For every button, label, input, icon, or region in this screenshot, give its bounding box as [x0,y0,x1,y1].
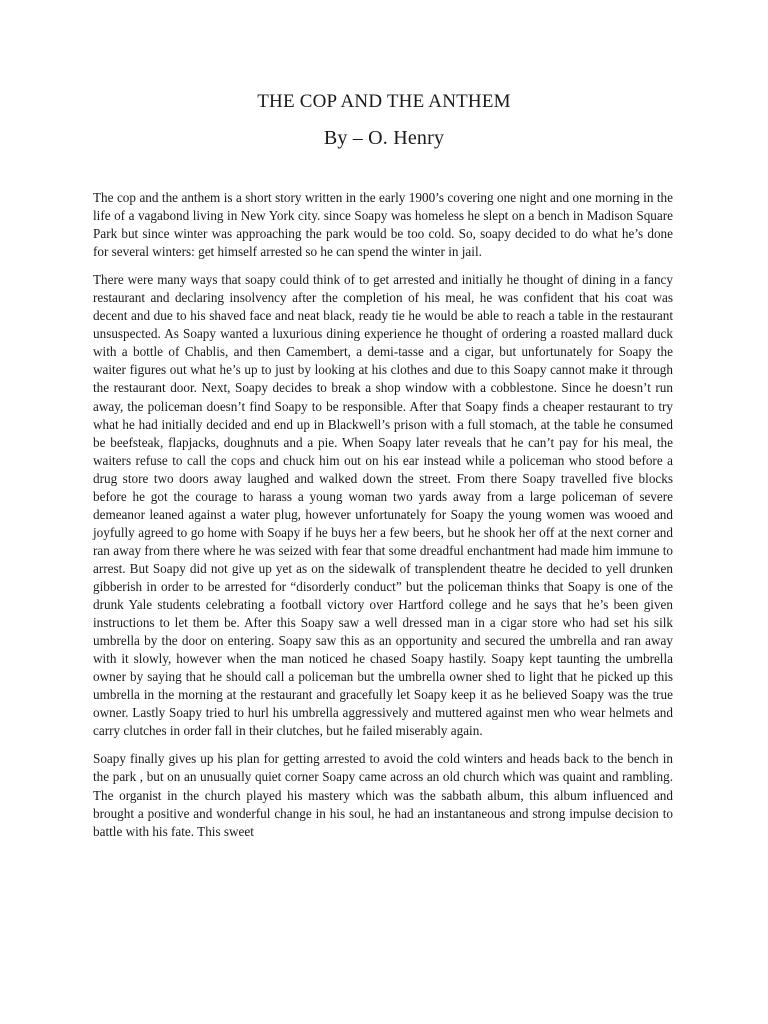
paragraph-3: Soapy finally gives up his plan for getting arrested to avoid the cold winters and heads back to the bench in the park , but on an unusually quiet corner Soapy came across an old church which was quaint and rambling. The organist in the church played his mastery which was the sabbath album, this album influenced and brought a positive and wonderful change in his soul, he had an instantaneous and strong impulse decision to battle with his fate. This sweet [93,751,673,839]
body-text [93,189,673,841]
page-title: THE COP AND THE ANTHEM [257,91,511,112]
paragraph-1: The cop and the anthem is a short story written in the early 1900’s covering one night and one morning in the life of a vagabond living in New York city. since Soapy was homeless he slept on a bench in Madison Square Park but since winter was approaching the park would be too cold. So, soapy decided to do what he’s done for several winters: get himself arrested so he can spend the winter in jail. [93,190,673,260]
paragraph-2: There were many ways that soapy could think of to get arrested and initially he thought of dining in a fancy restaurant and declaring insolvency after the completion of his meal, he was confident that his coat was decent and due to his shaved face and neat black, ready tie he would be able to reach a table in the restaurant unsuspected. As Soapy wanted a luxurious dining experience he thought of ordering a roasted mallard duck with a bottle of Chablis, and then Camembert, a demi-tasse and a cigar, but unfortunately for Soapy the waiter figures out what he’s up to just by looking at his clothes and due to this Soapy cannot make it through the restaurant door. Next, Soapy decides to break a shop window with a cobblestone. Since he doesn’t run away, the policeman doesn’t find Soapy to be responsible. After that Soapy finds a cheaper restaurant to try what he had initially decided and end up in Blackwell’s prison with a full stomach, at the table he consumed be beefsteak, flapjacks, doughnuts and a pie. When Soapy later reveals that he can’t pay for his meal, the waiters refuse to call the cops and chuck him out on his ear instead while a policeman who stood before a drug store two doors away laughed and walked down the street. From there Soapy travelled five blocks before he got the courage to harass a young woman two yards away from a large policeman of severe demeanor leaned against a water plug, however unfortunately for Soapy the young women was wooed and joyfully agreed to go home with Soapy if he buys her a few beers, but he shook her off at the next corner and ran away from there where he was seized with fear that some dreadful enchantment had made him immune to arrest. But Soapy did not give up yet as on the sidewalk of transplendent theatre he decided to yell drunken gibberish in order to be arrested for “disorderly conduct” but the policeman thinks that Soapy is one of the drunk Yale students celebrating a football victory over Hartford college and he says that he’s been given instructions to let them be. After this Soapy saw a well dressed man in a cigar store who had set his silk umbrella by the door on entering. Soapy saw this as an opportunity and secured the umbrella and ran away with it slowly, however when the man noticed he chased Soapy hastily. Soapy kept taunting the umbrella owner by saying that he should call a policeman but the umbrella owner shed to light that he picked up this umbrella in the morning at the restaurant and gracefully let Soapy keep it as he believed Soapy was the true owner. Lastly Soapy tried to hurl his umbrella aggressively and muttered against men who wear helmets and carry clutches in order fall in their clutches, but he failed miserably again. [93,272,673,739]
author-byline: By – O. Henry [323,127,445,149]
